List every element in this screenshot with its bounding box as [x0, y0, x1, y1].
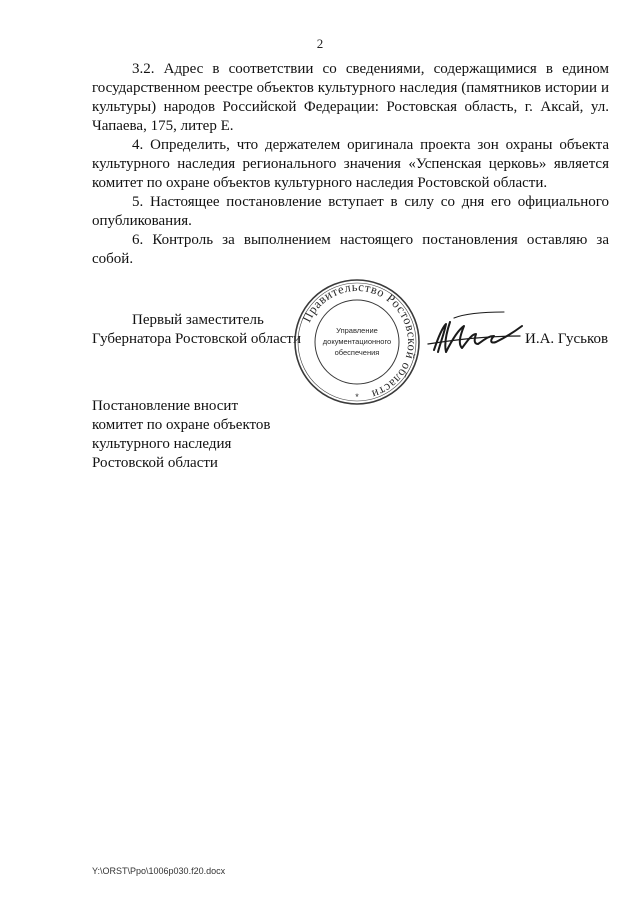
file-path-footer: Y:\ORST\Ppo\1006p030.f20.docx: [92, 866, 226, 876]
page-number: 2: [316, 36, 324, 51]
seal-inner-line3: обеспечения: [334, 348, 380, 357]
seal-inner-line2: документационного: [322, 337, 392, 346]
submitter-line1: Постановление вносит: [92, 398, 239, 414]
handwritten-signature: [424, 300, 526, 370]
paragraph-6: 6. Контроль за выполнением настоящего постановления оставляю за собой.: [92, 232, 609, 267]
paragraph-3-2: 3.2. Адрес в соответствии со сведениями, содержащимися в едином государственном реестре объектов культурного наследия (памятников истории и культуры) народов Российской Федерации: Ростовская область, г. Аксай, ул. Чапаева, 175, литер Е.: [92, 61, 609, 134]
seal-outer-text: Правительство Ростовской области: [299, 279, 420, 402]
submitter-line2: комитет по охране объектов: [92, 417, 271, 433]
paragraph-5: 5. Настоящее постановление вступает в силу со дня его официального опубликования.: [92, 194, 609, 229]
signatory-title-line2: Губернатора Ростовской области: [92, 331, 302, 347]
submitter-line3: культурного наследия: [92, 436, 232, 452]
submitter-note: [92, 397, 332, 473]
submitter-line4: Ростовской области: [92, 455, 218, 471]
paragraph-4: 4. Определить, что держателем оригинала проекта зон охраны объекта культурного наследия регионального значения «Успенская церковь» является комитет по охране объектов культурного наследия Ростовской области.: [92, 137, 609, 191]
signatory-title: [92, 311, 307, 349]
seal-inner-line1: Управление: [336, 326, 378, 335]
official-seal: [292, 277, 422, 407]
seal-star: *: [355, 392, 359, 402]
document-body: [92, 60, 609, 269]
signatory-title-line1: Первый заместитель: [132, 312, 264, 328]
signatory-name: И.А. Гуськов: [525, 331, 609, 347]
